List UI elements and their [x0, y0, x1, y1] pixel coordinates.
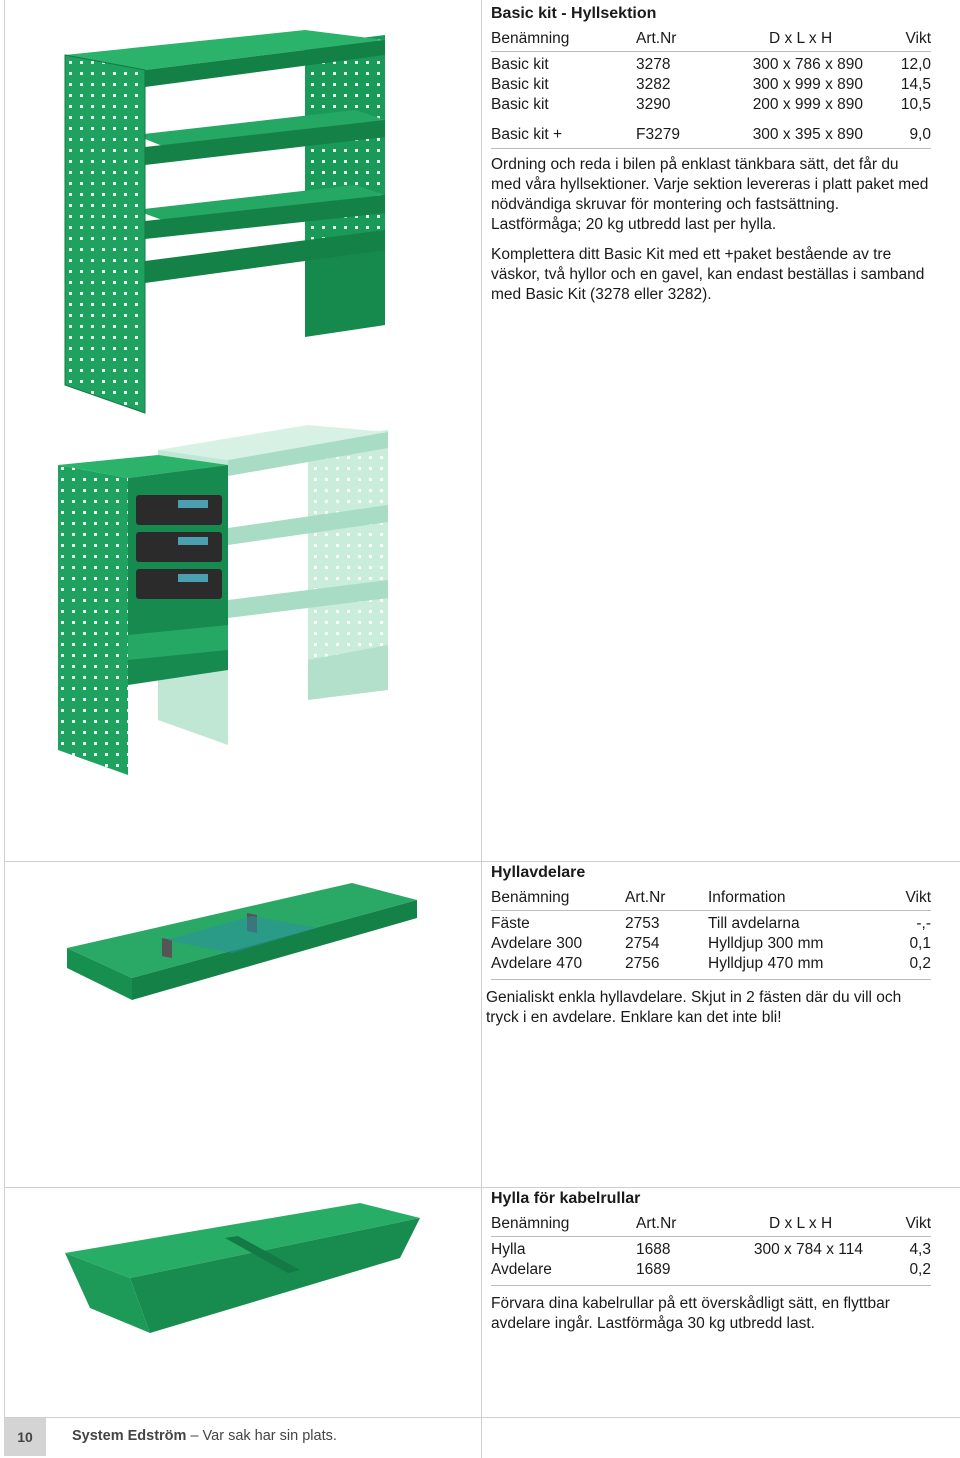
- col-header-weight: Vikt: [905, 889, 931, 906]
- table-row: [491, 95, 931, 115]
- table-header: [491, 888, 931, 911]
- col-header-name: Benämning: [491, 30, 570, 47]
- cell-name: Avdelare: [491, 1261, 552, 1278]
- col-header-dim: D x L x H: [769, 1215, 833, 1232]
- cell-dim: 300 x 786 x 890: [752, 56, 863, 73]
- cell-dim: 200 x 999 x 890: [752, 96, 863, 113]
- basic-kit-plus-image: [58, 420, 398, 780]
- col-header-weight: Vikt: [905, 1215, 931, 1232]
- table-row: [491, 954, 931, 974]
- table-row: [491, 75, 931, 95]
- cell-weight: 0,2: [909, 1261, 931, 1278]
- rule-section3-top: [4, 1187, 960, 1188]
- section-title: Hyllavdelare: [491, 864, 586, 881]
- description-paragraph: Förvara dina kabelrullar på ett överskådligt sätt, en flyttbar avdelare ingår. Lastförmåga 30 kg utbredd last.: [491, 1295, 890, 1332]
- col-header-artnr: Art.Nr: [636, 30, 677, 47]
- cell-weight: 0,1: [909, 935, 931, 952]
- cell-name: Hylla: [491, 1241, 526, 1258]
- table-header: [491, 29, 931, 52]
- cell-dim: 300 x 784 x 114: [753, 1241, 863, 1258]
- cell-name: Avdelare 470: [491, 955, 583, 972]
- cell-weight: 0,2: [909, 955, 931, 972]
- col-header-artnr: Art.Nr: [636, 1215, 677, 1232]
- section-title: Hylla för kabelrullar: [491, 1190, 641, 1207]
- cell-name: Fäste: [491, 915, 530, 932]
- cell-name: Avdelare 300: [491, 935, 583, 952]
- cell-weight: -,-: [916, 915, 931, 932]
- cell-info: Hylldjup 300 mm: [708, 935, 824, 952]
- col-header-artnr: Art.Nr: [625, 889, 666, 906]
- cell-name: Basic kit: [491, 96, 549, 113]
- cell-info: Till avdelarna: [708, 915, 800, 932]
- cell-weight: 12,0: [900, 56, 931, 73]
- cell-dim: 300 x 999 x 890: [752, 76, 863, 93]
- table-row: [491, 1240, 931, 1260]
- column-divider: [481, 0, 482, 1458]
- footer-brand: System Edström: [72, 1428, 187, 1444]
- section-kabelrullar: [491, 1189, 931, 1334]
- rule-section2-top: [4, 861, 960, 862]
- cell-info: Hylldjup 470 mm: [708, 955, 824, 972]
- cell-weight: 14,5: [900, 76, 931, 93]
- table-row: [491, 934, 931, 954]
- cell-name: Basic kit +: [491, 126, 563, 143]
- cell-artnr: 2753: [625, 915, 660, 932]
- cell-artnr: 1688: [636, 1241, 671, 1258]
- basic-kit-shelf-image: [55, 25, 395, 415]
- col-header-info: Information: [708, 889, 786, 906]
- table-row: [491, 914, 931, 934]
- section-hyllavdelare: [486, 863, 931, 1028]
- cell-artnr: 1689: [636, 1261, 671, 1278]
- footer-tagline: – Var sak har sin plats.: [186, 1428, 337, 1444]
- description-paragraph: Genialiskt enkla hyllavdelare. Skjut in 2 fästen där du vill och tryck i en avdelare. Enklare kan det inte bli!: [486, 989, 902, 1026]
- col-header-dim: D x L x H: [769, 30, 833, 47]
- cell-artnr: F3279: [636, 126, 680, 143]
- left-border: [4, 0, 5, 1418]
- footer-brand-line: [72, 1428, 337, 1444]
- section-basic-kit: [491, 4, 931, 305]
- cell-weight: 9,0: [909, 126, 931, 143]
- section-title: Basic kit - Hyllsektion: [491, 5, 657, 22]
- table-row: [491, 1260, 931, 1280]
- cell-artnr: 3290: [636, 96, 671, 113]
- cell-weight: 4,3: [909, 1241, 931, 1258]
- page-number: 10: [4, 1418, 46, 1456]
- cell-name: Basic kit: [491, 76, 549, 93]
- kabelrulle-hylla-image: [60, 1198, 425, 1338]
- col-header-name: Benämning: [491, 889, 570, 906]
- cell-artnr: 3278: [636, 56, 671, 73]
- cell-artnr: 2756: [625, 955, 660, 972]
- col-header-name: Benämning: [491, 1215, 570, 1232]
- description-paragraph: Ordning och reda i bilen på enklast tänkbara sätt, det får du med våra hyllsektioner. Varje sektion levereras i platt paket med nödvändiga skruvar för montering och fastsättning. Lastförmåga; 20 kg utbredd last per hylla.: [491, 156, 929, 233]
- hyllavdelare-image: [62, 878, 422, 1008]
- description-paragraph-2: Komplettera ditt Basic Kit med ett +paket bestående av tre väskor, två hyllor och en gavel, kan endast beställas i samband med Basic Kit (3278 eller 3282).: [491, 246, 925, 303]
- table-row: [491, 125, 931, 145]
- table-row: [491, 55, 931, 75]
- cell-dim: 300 x 395 x 890: [752, 126, 863, 143]
- rule-footer-top: [4, 1417, 960, 1418]
- cell-artnr: 2754: [625, 935, 660, 952]
- cell-artnr: 3282: [636, 76, 671, 93]
- col-header-weight: Vikt: [905, 30, 931, 47]
- cell-weight: 10,5: [900, 96, 931, 113]
- table-header: [491, 1214, 931, 1237]
- cell-name: Basic kit: [491, 56, 549, 73]
